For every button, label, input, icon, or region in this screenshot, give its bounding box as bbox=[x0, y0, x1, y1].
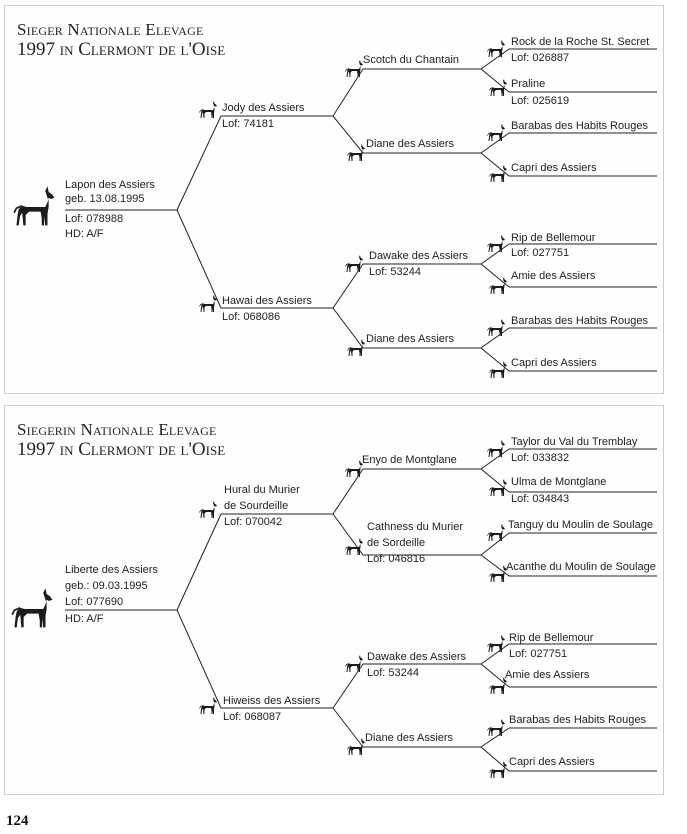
dog-silhouette-icon bbox=[489, 78, 509, 98]
ggp-lof: Lof: 034843 bbox=[511, 493, 570, 505]
ggp-lof: Lof: 026887 bbox=[511, 52, 570, 64]
title-line-1: Sieger Nationale Elevage bbox=[17, 20, 204, 39]
sire-lof: Lof: 74181 bbox=[222, 118, 274, 130]
ggp-name: Amie des Assiers bbox=[511, 270, 596, 282]
dog-silhouette-icon bbox=[199, 100, 219, 120]
ggp-name: Amie des Assiers bbox=[505, 669, 590, 681]
ggp-name: Capri des Assiers bbox=[509, 756, 595, 768]
ggp-name: Barabas des Habits Rouges bbox=[511, 120, 648, 132]
subject-name: Liberte des Assiers bbox=[65, 564, 158, 576]
ggp-name: Taylor du Val du Tremblay bbox=[511, 436, 638, 448]
ggp-name: Ulma de Montglane bbox=[511, 476, 607, 488]
dog-silhouette-icon bbox=[199, 500, 219, 520]
dog-silhouette-icon bbox=[489, 276, 509, 296]
dam-lof: Lof: 068086 bbox=[222, 311, 281, 323]
ggp-name: Capri des Assiers bbox=[511, 357, 597, 369]
dog-silhouette-icon bbox=[489, 478, 509, 498]
ggp-name: Tanguy du Moulin de Soulage bbox=[508, 519, 653, 531]
sire-dam-lof: Lof: 046816 bbox=[367, 553, 426, 565]
ggp-name: Rip de Bellemour bbox=[509, 632, 594, 644]
sire-name-line2: de Sourdeille bbox=[224, 500, 289, 512]
dog-silhouette-icon bbox=[487, 123, 507, 143]
dog-silhouette-icon bbox=[13, 184, 59, 230]
subject-born: geb.: 09.03.1995 bbox=[65, 580, 148, 592]
dog-silhouette-icon bbox=[345, 537, 365, 557]
dog-silhouette-icon bbox=[487, 718, 507, 738]
ggp-name: Capri des Assiers bbox=[511, 162, 597, 174]
dam-sire-name: Dawake des Assiers bbox=[367, 651, 467, 663]
dog-silhouette-icon bbox=[487, 439, 507, 459]
dam-name: Hawai des Assiers bbox=[222, 295, 312, 307]
dam-lof: Lof: 068087 bbox=[223, 711, 282, 723]
dog-silhouette-icon bbox=[489, 164, 509, 184]
sire-name: Jody des Assiers bbox=[222, 102, 305, 114]
ggp-name: Barabas des Habits Rouges bbox=[509, 714, 646, 726]
dam-name: Hiweiss des Assiers bbox=[223, 695, 321, 707]
dam-dam-name: Diane des Assiers bbox=[365, 732, 454, 744]
dam-dam-name: Diane des Assiers bbox=[366, 333, 455, 345]
dog-silhouette-icon bbox=[489, 760, 509, 780]
dog-silhouette-icon bbox=[347, 338, 367, 358]
subject-lof: Lof: 077690 bbox=[65, 596, 124, 608]
ggp-name: Acanthe du Moulin de Soulage bbox=[506, 561, 656, 573]
dog-silhouette-icon bbox=[487, 318, 507, 338]
sire-lof: Lof: 070042 bbox=[224, 516, 283, 528]
dam-sire-lof: Lof: 53244 bbox=[369, 266, 421, 278]
ggp-name: Rip de Bellemour bbox=[511, 232, 596, 244]
sire-dam-name: Diane des Assiers bbox=[366, 138, 455, 150]
title-line-2: 1997 in Clermont de l'Oise bbox=[17, 439, 226, 460]
dog-silhouette-icon bbox=[487, 234, 507, 254]
subject-lof: Lof: 078988 bbox=[65, 213, 124, 225]
dog-silhouette-icon bbox=[11, 586, 57, 632]
subject-hd: HD: A/F bbox=[65, 613, 104, 625]
ggp-lof: Lof: 027751 bbox=[509, 648, 568, 660]
dog-silhouette-icon bbox=[199, 294, 219, 314]
ggp-name: Praline bbox=[511, 78, 546, 90]
sire-sire-name: Enyo de Montglane bbox=[362, 454, 457, 466]
sire-dam-name-line1: Cathness du Murier bbox=[367, 521, 463, 533]
sire-name-line1: Hural du Murier bbox=[224, 484, 300, 496]
dog-silhouette-icon bbox=[199, 696, 219, 716]
ggp-name: Barabas des Habits Rouges bbox=[511, 315, 648, 327]
page-number: 124 bbox=[6, 813, 29, 829]
dog-silhouette-icon bbox=[345, 59, 365, 79]
sire-dam-name-line2: de Sordeille bbox=[367, 537, 426, 549]
dog-silhouette-icon bbox=[347, 143, 367, 163]
dog-silhouette-icon bbox=[347, 737, 367, 757]
pedigree-panel-siegerin bbox=[4, 405, 664, 795]
dog-silhouette-icon bbox=[489, 360, 509, 380]
dam-sire-lof: Lof: 53244 bbox=[367, 667, 419, 679]
dam-sire-name: Dawake des Assiers bbox=[369, 250, 469, 262]
pedigree-panel-sieger bbox=[4, 5, 664, 394]
dog-silhouette-icon bbox=[487, 634, 507, 654]
ggp-lof: Lof: 033832 bbox=[511, 452, 570, 464]
title-line-1: Siegerin Nationale Elevage bbox=[17, 420, 217, 439]
ggp-name: Rock de la Roche St. Secret bbox=[511, 36, 650, 48]
sire-sire-name: Scotch du Chantain bbox=[363, 54, 460, 66]
dog-silhouette-icon bbox=[345, 654, 365, 674]
ggp-lof: Lof: 025619 bbox=[511, 95, 570, 107]
ggp-lof: Lof: 027751 bbox=[511, 247, 570, 259]
dog-silhouette-icon bbox=[487, 39, 507, 59]
title-line-2: 1997 in Clermont de l'Oise bbox=[17, 39, 226, 60]
subject-name: Lapon des Assiers bbox=[65, 179, 155, 191]
subject-born: geb. 13.08.1995 bbox=[65, 193, 145, 205]
dog-silhouette-icon bbox=[487, 523, 507, 543]
subject-hd: HD: A/F bbox=[65, 228, 104, 240]
dog-silhouette-icon bbox=[345, 254, 365, 274]
